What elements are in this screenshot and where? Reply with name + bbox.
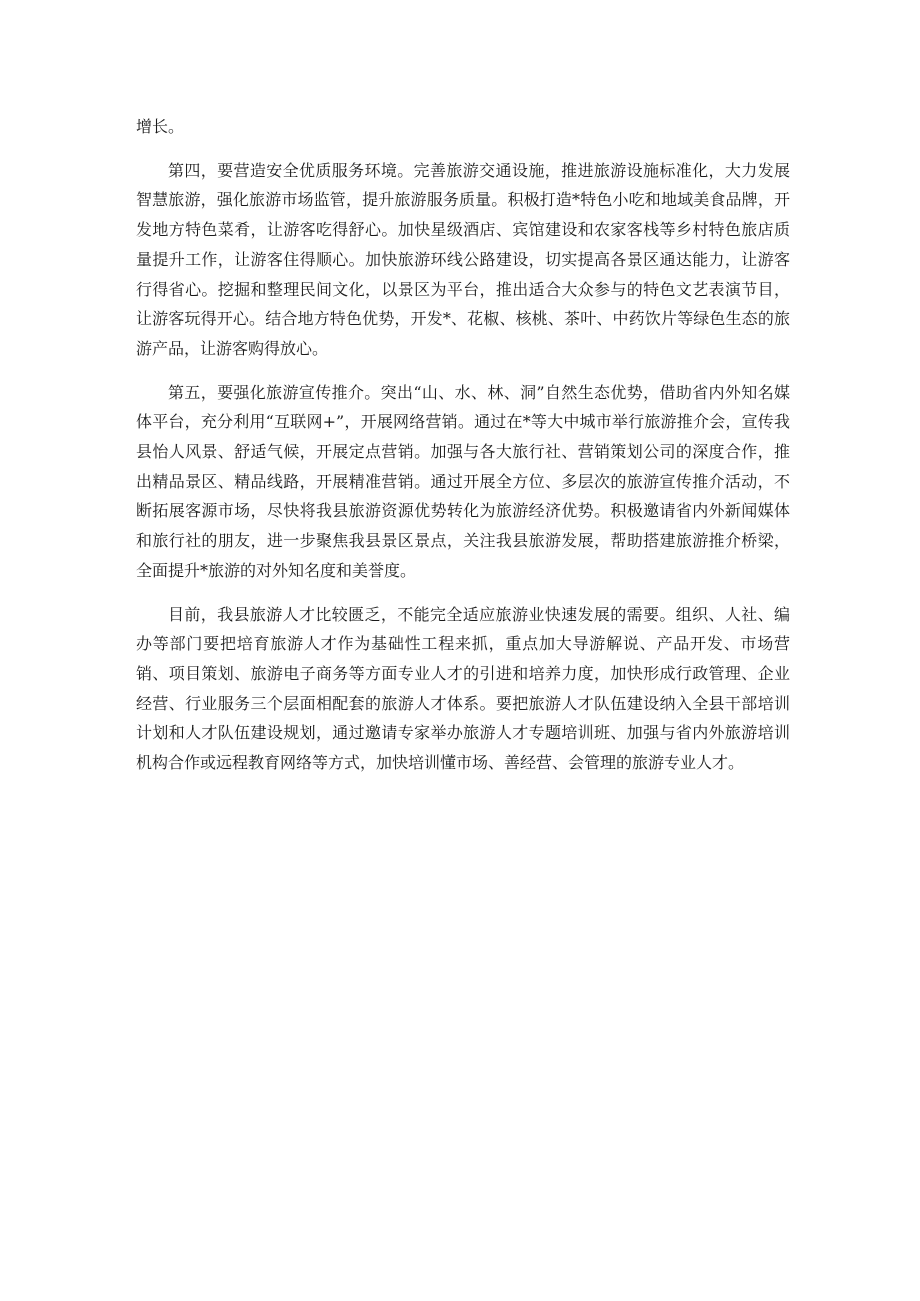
- paragraph-fifth-promotion: 第五，要强化旅游宣传推介。突出“山、水、林、洞”自然生态优势，借助省内外知名媒体平台，充分利用“互联网+”，开展网络营销。通过在*等大中城市举行旅游推介会，宣传我县怡人风景、舒适气候，开展定点营销。加强与各大旅行社、营销策划公司的深度合作，推出精品景区、精品线路，开展精准营销。通过开展全方位、多层次的旅游宣传推介活动，不断拓展客源市场，尽快将我县旅游资源优势转化为旅游经济优势。积极邀请省内外新闻媒体和旅行社的朋友，进一步聚焦我县景区景点，关注我县旅游发展，帮助搭建旅游推介桥梁，全面提升*旅游的对外知名度和美誉度。: [136, 382, 790, 580]
- paragraph-fourth-service-environment: 第四，要营造安全优质服务环境。完善旅游交通设施，推进旅游设施标准化，大力发展智慧旅游，强化旅游市场监管，提升旅游服务质量。积极打造*特色小吃和地域美食品牌，开发地方特色菜肴，让游客吃得舒心。加快星级酒店、宾馆建设和农家客栈等乡村特色旅店质量提升工作，让游客住得顺心。加快旅游环线公路建设，切实提高各景区通达能力，让游客行得省心。挖掘和整理民间文化，以景区为平台，推出适合大众参与的特色文艺表演节目，让游客玩得开心。结合地方特色优势，开发*、花椒、核桃、茶叶、中药饮片等绿色生态的旅游产品，让游客购得放心。: [136, 160, 790, 358]
- paragraph-continuation: 增长。: [136, 117, 185, 136]
- paragraph-talent: 目前，我县旅游人才比较匮乏，不能完全适应旅游业快速发展的需要。组织、人社、编办等部门要把培育旅游人才作为基础性工程来抓，重点加大导游解说、产品开发、市场营销、项目策划、旅游电子商务等方面专业人才的引进和培养力度，加快形成行政管理、企业经营、行业服务三个层面相配套的旅游人才体系。要把旅游人才队伍建设纳入全县干部培训计划和人才队伍建设规划，通过邀请专家举办旅游人才专题培训班、加强与省内外旅游培训机构合作或远程教育网络等方式，加快培训懂市场、善经营、会管理的旅游专业人才。: [136, 604, 790, 773]
- document-body: [136, 112, 790, 792]
